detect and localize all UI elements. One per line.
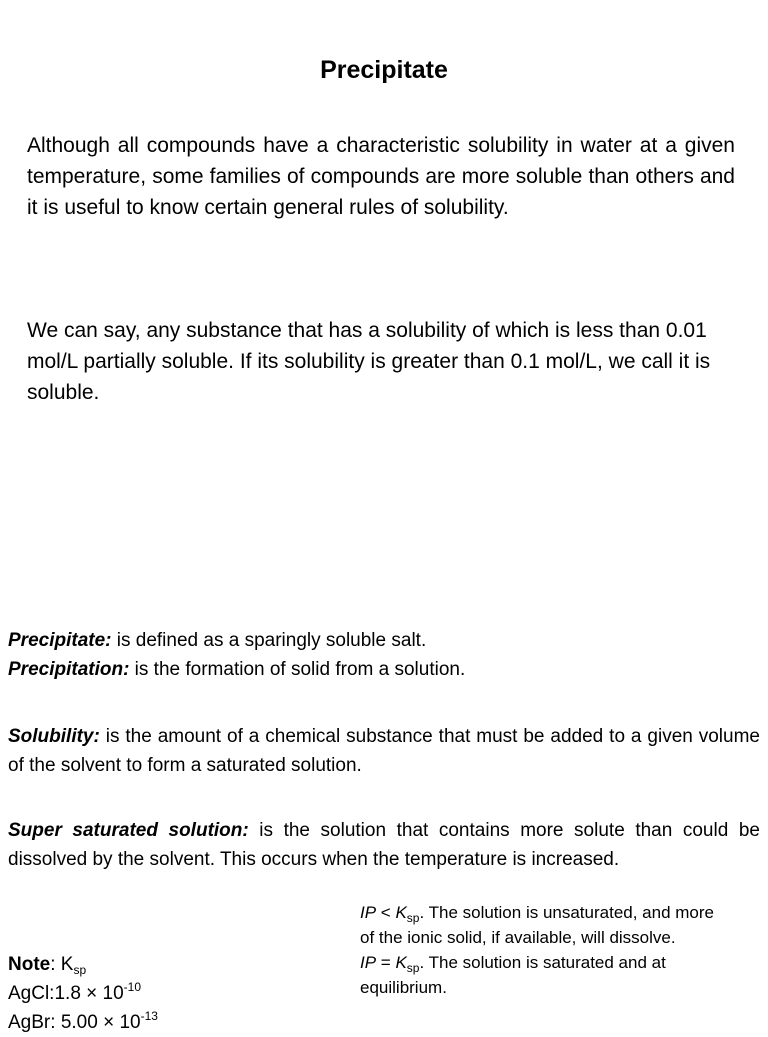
definition-text: is the amount of a chemical substance that must be added to a given volume of the solvent to form a saturated solution. [8, 726, 760, 776]
solubility-threshold-paragraph: We can say, any substance that has a solubility of which is less than 0.01 mol/L partially soluble. If its solubility is greater than 0.1 mol/L, we call it is soluble. [27, 319, 711, 404]
definition-text: is the solution that contains more solute than could be dissolved by the solvent. This occurs when the temperature is increased. [8, 820, 760, 870]
ksp-item-agbr: AgBr: $5.00 \times 10^{-13}$ [8, 1009, 158, 1033]
definition-precipitation [8, 655, 760, 684]
definition-super-saturated-solution [8, 816, 760, 874]
definition-solubility [8, 722, 760, 780]
definition-term: Precipitate: [8, 630, 112, 651]
intro-paragraph: Although all compounds have a characteristic solubility in water at a given temperature, some families of compounds are more soluble than others and it is useful to know certain general rules of solubility. [27, 134, 735, 219]
definition-term: Super saturated solution: [8, 820, 249, 841]
definition-term: Solubility: [8, 726, 100, 747]
definition-text: is defined as a sparingly soluble salt. [111, 630, 427, 651]
definition-precipitate [8, 626, 760, 655]
condition-saturated: IP = $K_{sp}$. The solution is saturated and at equilibrium. [360, 953, 666, 997]
page-title: Precipitate [320, 56, 448, 84]
note-heading: Note: $K_{sp}$ [8, 954, 87, 977]
ksp-item-agcl: AgCl:1.8 × $10^{-10}$ [8, 980, 142, 1004]
note-label: Note [8, 954, 51, 975]
ip-conditions-block [360, 900, 730, 1000]
ksp-symbol: K [60, 954, 74, 975]
definitions-block [8, 626, 760, 684]
definition-term: Precipitation: [8, 659, 130, 680]
definition-text: is the formation of solid from a solution. [129, 659, 466, 680]
condition-unsaturated: IP < $K_{sp}$. The solution is unsaturated, and more of the ionic solid, if available, will dissolve. [360, 903, 714, 947]
ksp-subscript: sp [73, 963, 87, 977]
